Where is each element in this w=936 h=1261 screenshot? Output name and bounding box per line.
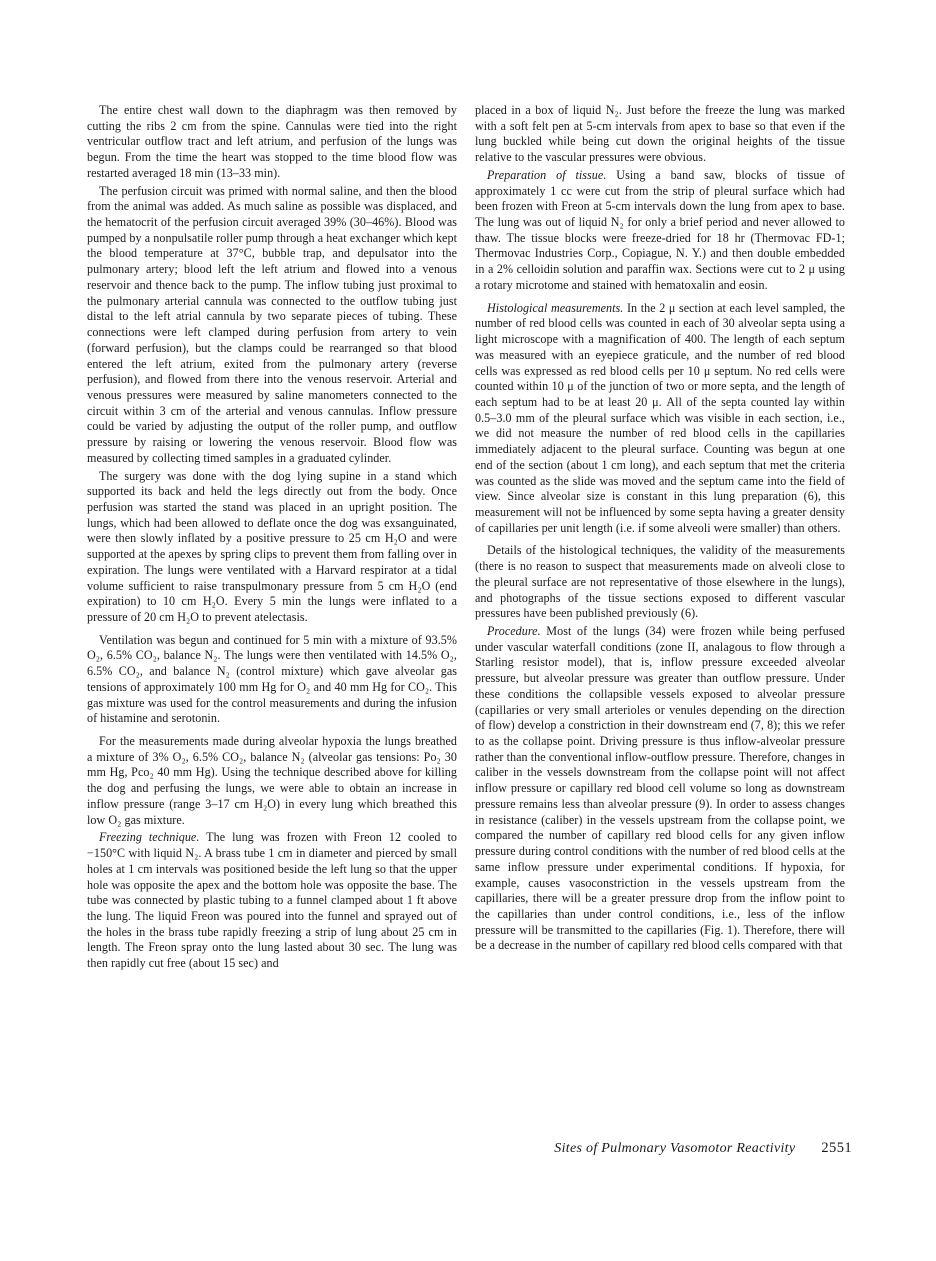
page-number: 2551 bbox=[821, 1140, 852, 1156]
paragraph bbox=[475, 301, 845, 537]
paragraph: Ventilation was begun and continued for 5 min with a mixture of 93.5% O₂, 6.5% CO₂, balance N₂. The lungs were then ventilated with 14.5% O₂, 6.5% CO₂, and balance N₂ (control mixture) which gave alveolar gas tensions of approximately 100 mm Hg for O₂ and 40 mm Hg for CO₂. This gas mixture was used for the control measurements and during the infusion of histamine and serotonin. bbox=[87, 632, 457, 726]
section-heading: Procedure. bbox=[487, 624, 541, 638]
paragraph-text: Using a band saw, blocks of tissue of approximately 1 cc were cut from the strip of pleural surface which had been frozen with Freon at 5-cm intervals down the lung from apex to base. The lung was out of liquid N₂ for only a brief period and never allowed to thaw. The tissue blocks were freeze-dried for 18 hr (Thermovac FD-1; Thermovac Industries Corp., Copiague, N. Y.) and then double embedded in a 2% celloidin solution and paraffin wax. Sections were cut to 2 μ using a rotary microtome and stained with hematoxalin and eosin. bbox=[475, 167, 845, 292]
paragraph: Details of the histological techniques, the validity of the measurements (there is no reason to suspect that measurements made on alveoli close to the pleural surface are not representative of those elsewhere in the lungs), and photographs of the tissue sections exposed to different vascular pressures have been published previously (6). bbox=[475, 543, 845, 621]
paragraph: placed in a box of liquid N₂. Just before the freeze the lung was marked with a soft felt pen at 5-cm intervals from apex to base so that even if the lung buckled while being cut down the original heights of the tissue relative to the vascular pressures were obvious. bbox=[475, 103, 845, 165]
section-heading: Histological measurements. bbox=[487, 300, 624, 315]
page-footer bbox=[554, 1140, 852, 1157]
paragraph bbox=[475, 168, 845, 294]
paragraph: For the measurements made during alveolar hypoxia the lungs breathed a mixture of 3% O₂, 6.5% CO₂, balance N₂ (alveolar gas tensions: Po₂ 30 mm Hg, Pco₂ 40 mm Hg). Using the technique described above for killing the dog and perfusing the lungs, we were able to obtain an increase in inflow pressure (range 3–17 cm H₂O) in every lung which breathed this low O₂ gas mixture. bbox=[87, 734, 457, 827]
section-heading: Preparation of tissue. bbox=[487, 167, 607, 182]
paragraph bbox=[475, 624, 845, 954]
paragraph-text: In the 2 μ section at each level sampled, the number of red blood cells was counted in each of 30 alveolar septa using a light microscope with a magnification of 400. The length of each septum was measured with an eyepiece graticule, and the number of red blood cells was expressed as red blood cells per 10 μ septum. No red cells were counted within 10 μ of the junction of two or more septa, and the length of each septum had to be at least 20 μ. All of the septa counted lay within 0.5–3.0 mm of the pleural surface which was visible in each section, i.e., we did not measure the number of red blood cells in the capillaries immediately adjacent to the pleural surface. Counting was begun at one end of the section (about 1 cm long), and each septum that met the criteria was counted as the slide was moved and the septum came into the field of view. Since alveolar size is constant in this lung preparation (6), this measurement will not be influenced by some septa having a greater density of capillaries per unit length (i.e. if some alveoli were smaller) than others. bbox=[475, 300, 845, 535]
left-column bbox=[87, 103, 457, 972]
paragraph: The surgery was done with the dog lying supine in a stand which supported its back and held the legs directly out from the body. Once perfusion was started the stand was placed in an upright position. The lungs, which had been allowed to deflate once the dog was exsanguinated, were then slowly inflated by a positive pressure to 25 cm H₂O and were supported at the apexes by spring clips to prevent them from falling over in expiration. The lungs were ventilated with a Harvard respirator at a tidal volume sufficient to raise transpulmonary pressure from 5 cm H₂O (end expiration) to 10 cm H₂O. Every 5 min the lungs were inflated to a pressure of 20 cm H₂O to prevent atelectasis. bbox=[87, 468, 457, 624]
paragraph: The entire chest wall down to the diaphragm was then removed by cutting the ribs 2 cm from the spine. Cannulas were tied into the right ventricular outflow tract and left atrium, and perfusion of the lungs was begun. From the time the heart was stopped to the time blood flow was restarted averaged 18 min (13–33 min). bbox=[87, 103, 457, 180]
paragraph-text: Most of the lungs (34) were frozen while being perfused under vascular waterfall conditions (zone II, analagous to flow through a Starling resistor model), that is, inflow pressure exceeded alveolar pressure, but alveolar pressure was greater than outflow pressure. Under these conditions the collapsible vessels exposed to alveolar pressure (capillaries or very small arterioles or venules depending on the direction of flow) develop a constriction in their downstream end (7, 8); this we refer to as the collapse point. Driving pressure is thus inflow-alveolar pressure rather than the conventional inflow-outflow pressure. Therefore, changes in caliber in the vessels downstream from the collapse point will not affect inflow pressure or capillary red blood cell volume so long as downstream pressure remains less than alveolar pressure (9). In order to assess changes in resistance (caliber) in the vessels upstream from the collapse point, we compared the number of capillary red blood cells for any given inflow pressure during control conditions with the number of red blood cells at the same inflow pressure under experimental conditions. If hypoxia, for example, causes vasoconstriction in the vessels upstream from the capillaries, there will be a greater pressure drop from the inflow point to the capillaries than under control conditions, i.e., less of the inflow pressure will be transmitted to the capillaries (Fig. 1). Therefore, there will be a decrease in the number of capillary red blood cells compared with that bbox=[475, 624, 845, 953]
section-heading: Freezing technique. bbox=[99, 830, 200, 845]
right-column bbox=[475, 103, 845, 954]
paragraph bbox=[87, 830, 457, 971]
paragraph-text: The lung was frozen with Freon 12 cooled to −150°C with liquid N₂. A brass tube 1 cm in diameter and pierced by small holes at 1 cm intervals was positioned beside the left lung so that the upper hole was opposite the apex and the bottom hole was opposite the base. The tube was connected by plastic tubing to a funnel clamped about 1 ft above the lung. The liquid Freon was poured into the funnel and sprayed out of the holes in the brass tube rapidly freezing a strip of lung about 25 cm in length. The Freon spray onto the lung lasted about 30 sec. The lung was then rapidly cut free (about 15 sec) and bbox=[87, 830, 457, 971]
running-head: Sites of Pulmonary Vasomotor Reactivity bbox=[554, 1141, 796, 1156]
paragraph: The perfusion circuit was primed with normal saline, and then the blood from the animal was added. As much saline as possible was displaced, and the hematocrit of the perfusion circuit averaged 39% (30–46%). Blood was pumped by a nonpulsatile roller pump through a heat exchanger which kept the blood temperature at 37°C, bubble trap, and depulsator into the pulmonary artery; blood left the left atrium and flowed into a venous reservoir and thence back to the pump. The inflow tubing just proximal to the pulmonary arterial cannula was connected to the outflow tubing just distal to the left atrial cannula by two separate pieces of tubing. These connections were left clamped during perfusion from artery to vein (forward perfusion), but the clamps could be rearranged so that blood entered the left atrium, exited from the pulmonary artery (reverse perfusion), and flowed from there into the venous reservoir. Arterial and venous pressures were measured by saline manometers connected to the circuit within 3 cm of the arterial and venous cannulas. Inflow pressure could be varied by adjusting the output of the roller pump, and outflow pressure by raising or lowering the venous reservoir. Blood flow was measured by collecting timed samples in a graduated cylinder. bbox=[87, 183, 457, 465]
